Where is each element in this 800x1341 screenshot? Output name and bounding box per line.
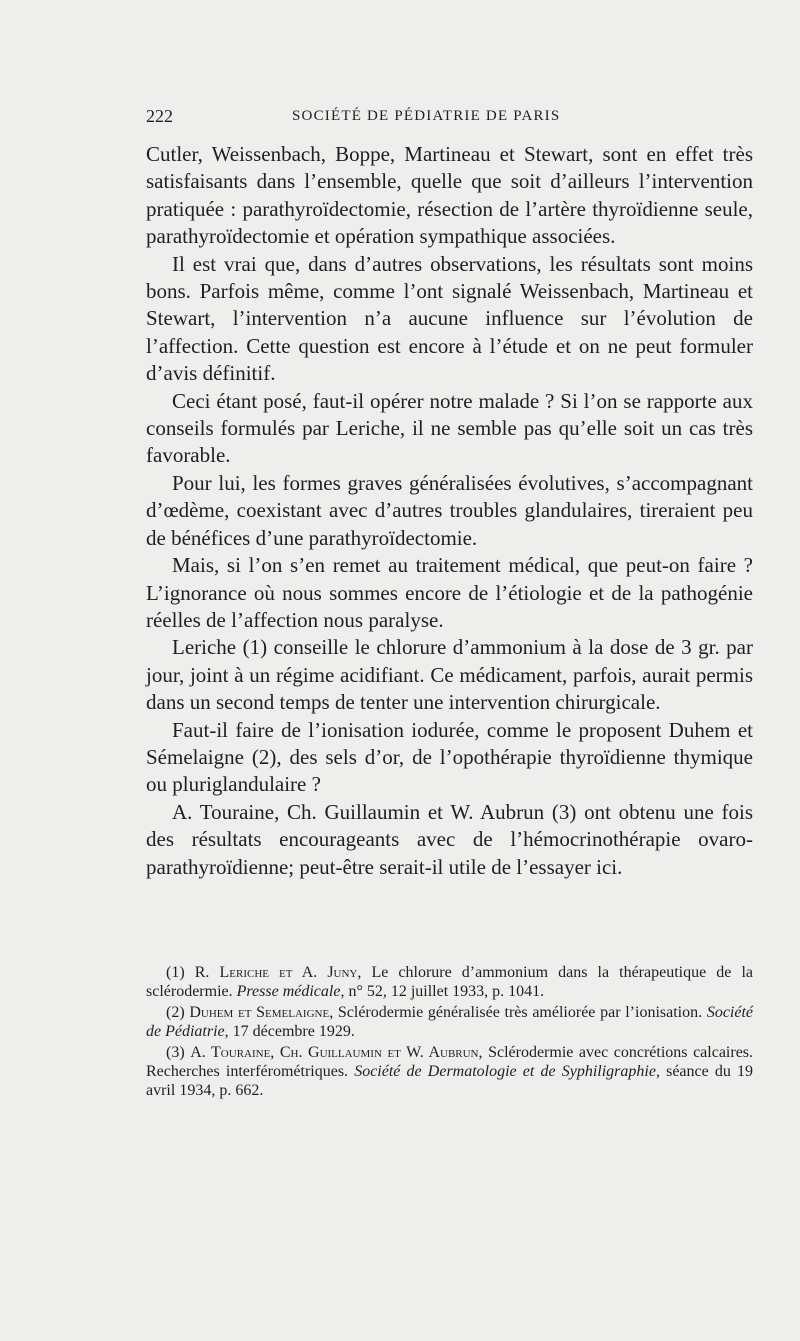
footnote-title: , Le chlorure d’ammonium dans la thérapeutique de la sclérodermie. <box>146 964 753 1000</box>
footnote-number: (1) <box>166 964 185 981</box>
paragraph: Cutler, Weissenbach, Boppe, Martineau et Stewart, sont en effet très satisfaisants dans l’ensemble, quelle que soit d’ailleurs l’intervention pratiquée : parathyroïdectomie, résection de l’artère thyroïdienne seule, parathyroïdectomie et opération sympathique associées. <box>146 142 753 249</box>
footnote-source: Société de Pédiatrie <box>146 1004 754 1040</box>
footnote <box>146 1003 753 1041</box>
paragraph: Faut-il faire de l’ionisation iodurée, comme le proposent Duhem et Sémelaigne (2), des sels d’or, de l’opothérapie thyroïdienne thymique ou pluriglandulaire ? <box>146 717 753 797</box>
footnote-details: , n° 52, 12 juillet 1933, p. 1041. <box>340 983 545 1000</box>
footnote-authors: A. Touraine, Ch. Guillaumin et W. Aubrun <box>190 1044 479 1061</box>
footnote-authors: Duhem et Semelaigne <box>189 1004 330 1021</box>
footnote-details: , séance du 19 avril 1934, p. 662. <box>146 1063 754 1099</box>
paragraph: Mais, si l’on s’en remet au traitement médical, que peut-on faire ? L’ignorance où nous sommes encore de l’étiologie et de la pathogénie réelles de l’affection nous paralyse. <box>146 553 753 632</box>
footnote-title: , Sclérodermie généralisée très améliorée par l’ionisation. <box>329 1004 707 1021</box>
paragraph: Ceci étant posé, faut-il opérer notre malade ? Si l’on se rapporte aux conseils formulés par Leriche, il ne semble pas qu’elle soit un cas très favorable. <box>146 388 753 468</box>
paragraph: A. Touraine, Ch. Guillaumin et W. Aubrun (3) ont obtenu une fois des résultats encourageants avec de l’hémocrinothérapie ovaro-parathyroïdienne; peut-être serait-il utile de l’essayer ici. <box>146 799 753 879</box>
footnote <box>146 1043 753 1100</box>
footnote-number: (3) <box>166 1044 185 1061</box>
footnotes <box>146 963 753 1100</box>
paragraph: Pour lui, les formes graves généralisées évolutives, s’accompagnant d’œdème, coexistant avec d’autres troubles glandulaires, tireraient peu de bénéfices d’une parathyroïdectomie. <box>146 470 753 550</box>
paragraph: Il est vrai que, dans d’autres observations, les résultats sont moins bons. Parfois même, comme l’ont signalé Weissenbach, Martineau et Stewart, l’intervention n’a aucune influence sur l’évolution de l’affection. Cette question est encore à l’étude et on ne peut formuler d’avis définitif. <box>146 251 753 386</box>
footnote-source: Société de Dermatologie et de Syphiligraphie <box>354 1063 656 1080</box>
footnote-title: , Sclérodermie avec concrétions calcaires. Recherches interférométriques. <box>146 1044 754 1080</box>
page-number: 222 <box>146 106 173 126</box>
footnote-details: , 17 décembre 1929. <box>224 1023 355 1040</box>
body-text <box>146 141 753 881</box>
footnote-number: (2) <box>166 1004 185 1021</box>
running-head: SOCIÉTÉ DE PÉDIATRIE DE PARIS <box>292 108 561 124</box>
footnote <box>146 963 753 1001</box>
paragraph: Leriche (1) conseille le chlorure d’ammonium à la dose de 3 gr. par jour, joint à un régime acidifiant. Ce médicament, parfois, aurait permis dans un second temps de tenter une intervention chirurgicale. <box>146 635 753 715</box>
footnote-authors: R. Leriche et A. Juny <box>194 964 358 981</box>
footnote-source: Presse médicale <box>236 983 341 1000</box>
